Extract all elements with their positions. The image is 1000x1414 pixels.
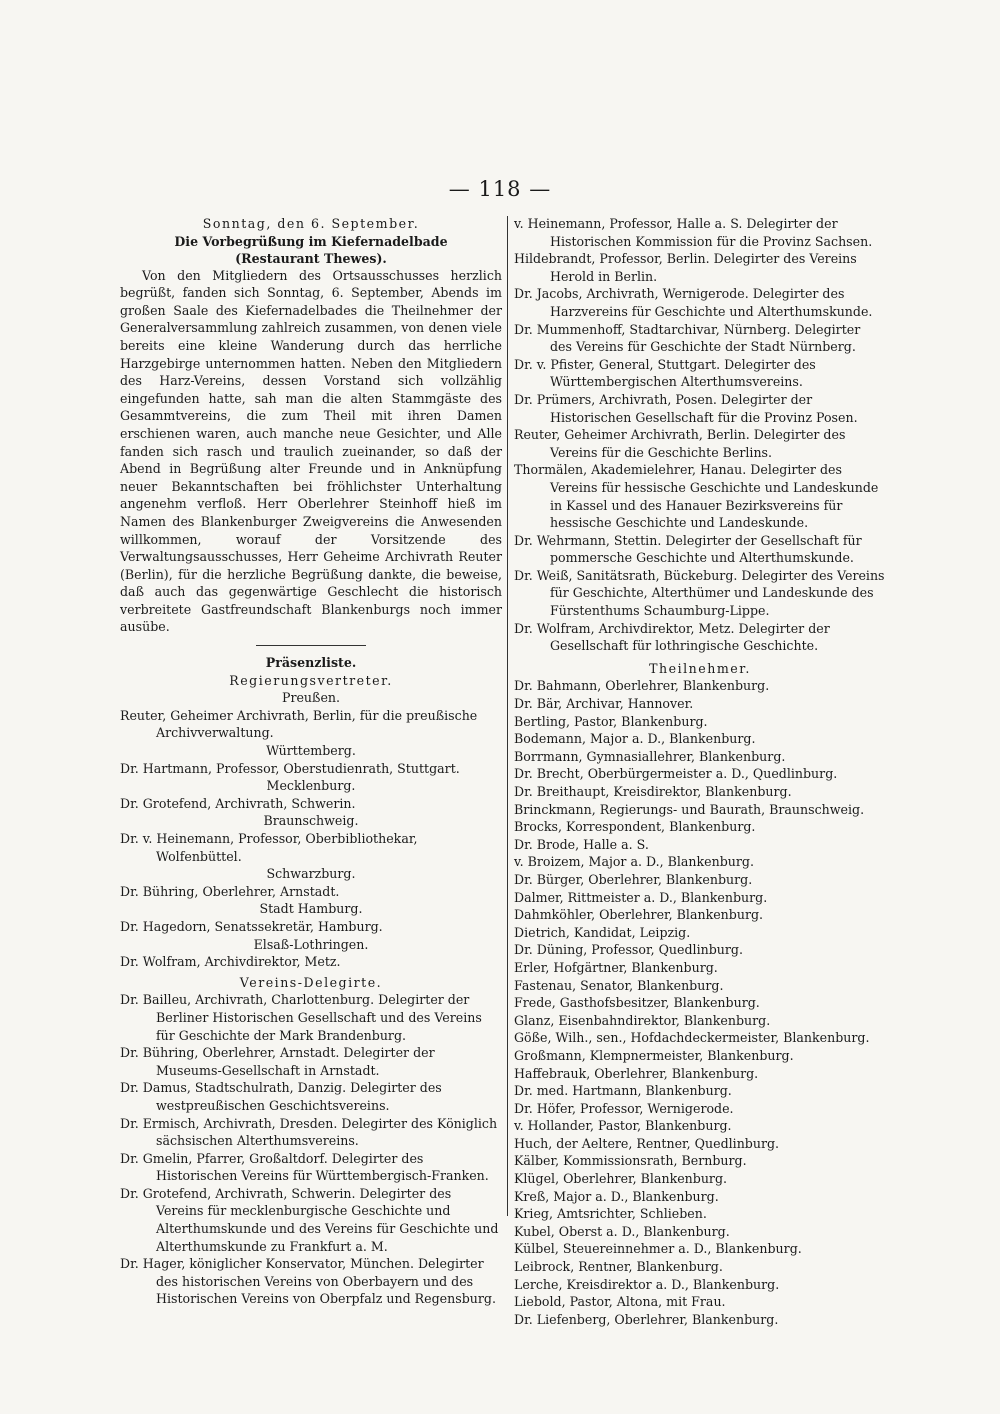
delegate-entry: Dr. Prümers, Archivrath, Posen. Delegirter der Historischen Gesellschaft für die Provinz Posen.: [514, 391, 858, 425]
participant-entry: Dr. Breithaupt, Kreisdirektor, Blankenburg.: [514, 784, 792, 799]
left-column: [120, 215, 502, 1308]
participant-entry: Dr. med. Hartmann, Blankenburg.: [514, 1083, 732, 1099]
participant-entry: Dr. Höfer, Professor, Wernigerode.: [514, 1100, 734, 1116]
delegate-entry: Dr. Ermisch, Archivrath, Dresden. Delegirter des Königlich sächsischen Alterthumsvereins.: [120, 1115, 498, 1149]
participant-entry: Dr. Brecht, Oberbürgermeister a. D., Quedlinburg.: [514, 766, 838, 782]
participant-entry: Klügel, Oberlehrer, Blankenburg.: [514, 1171, 728, 1187]
state-heading: Schwarzburg.: [266, 866, 356, 882]
government-representative-entry: Dr. Grotefend, Archivrath, Schwerin.: [120, 795, 356, 811]
participant-entry: Dalmer, Rittmeister a. D., Blankenburg.: [514, 889, 768, 905]
participant-entry: Glanz, Eisenbahndirektor, Blankenburg.: [514, 1012, 771, 1028]
delegate-entry: Thormälen, Akademielehrer, Hanau. Delegirter des Vereins für hessische Geschichte und Landeskunde in Kassel und des Hanauer Bezirksvereins für hessische Geschichte und Landeskunde.: [514, 462, 879, 531]
participant-entry: Leibrock, Rentner, Blankenburg.: [514, 1259, 723, 1275]
delegate-entry: Dr. Grotefend, Archivrath, Schwerin. Delegirter des Vereins für mecklenburgische Geschichte und Alterthumskunde und des Vereins für Geschichte und Alterthumskunde zu Frankfurt a. M.: [120, 1185, 499, 1254]
government-representative-entry: Reuter, Geheimer Archivrath, Berlin, für die preußische Archivverwaltung.: [120, 707, 478, 741]
vereins-heading: Vereins-Delegirte.: [239, 974, 383, 990]
participant-entry: Großmann, Klempnermeister, Blankenburg.: [514, 1047, 794, 1063]
government-representative-entry: Dr. Bühring, Oberlehrer, Arnstadt.: [120, 883, 340, 899]
participant-entry: Dr. Düning, Professor, Quedlinburg.: [514, 942, 743, 958]
delegate-entry: Reuter, Geheimer Archivrath, Berlin. Delegirter des Vereins für die Geschichte Berlins.: [514, 427, 846, 460]
delegate-entry: Dr. Hager, königlicher Konservator, München. Delegirter des historischen Vereins von Oberbayern und des Historischen Vereins von Oberpfalz und Regensburg.: [120, 1256, 496, 1307]
delegate-entry: Hildebrandt, Professor, Berlin. Delegirter des Vereins Herold in Berlin.: [514, 251, 857, 284]
state-heading: Württemberg.: [266, 743, 356, 759]
participant-entry: Frede, Gasthofsbesitzer, Blankenburg.: [514, 995, 760, 1011]
participant-entry: v. Hollander, Pastor, Blankenburg.: [514, 1118, 732, 1134]
delegate-entry: v. Heinemann, Professor, Halle a. S. Delegirter der Historischen Kommission für die Provinz Sachsen.: [514, 216, 873, 249]
state-heading: Stadt Hamburg.: [259, 901, 363, 917]
participant-entry: Krieg, Amtsrichter, Schlieben.: [514, 1206, 707, 1222]
participant-entry: Dr. Brode, Halle a. S.: [514, 836, 649, 852]
state-heading: Braunschweig.: [263, 813, 359, 829]
participant-entry: Lerche, Kreisdirektor a. D., Blankenburg.: [514, 1276, 780, 1292]
participant-entry: Dr. Bahmann, Oberlehrer, Blankenburg.: [514, 678, 770, 694]
participant-entry: Liebold, Pastor, Altona, mit Frau.: [514, 1294, 726, 1310]
state-heading: Preußen.: [281, 690, 341, 706]
teilnehmer-list: [514, 677, 886, 1328]
column-divider: [507, 216, 508, 1216]
section-divider: [256, 645, 366, 646]
participant-entry: Brocks, Korrespondent, Blankenburg.: [514, 819, 756, 835]
delegate-entry: Dr. Bailleu, Archivrath, Charlottenburg. Delegirter der Berliner Historischen Gesellschaft und des Vereins für Geschichte der Mark Brandenburg.: [120, 992, 482, 1043]
praesenz-heading: Präsenzliste.: [265, 655, 357, 671]
delegate-entry: Dr. Wolfram, Archivdirektor, Metz. Delegirter der Gesellschaft für lothringische Geschichte.: [514, 620, 830, 654]
state-heading: Elsaß-Lothringen.: [253, 936, 369, 952]
participant-entry: Kreß, Major a. D., Blankenburg.: [514, 1188, 719, 1204]
participant-entry: Dr. Bürger, Oberlehrer, Blankenburg.: [514, 871, 753, 887]
participant-entry: Bertling, Pastor, Blankenburg.: [514, 713, 708, 729]
participant-entry: Külbel, Steuereinnehmer a. D., Blankenburg.: [514, 1241, 802, 1257]
page-number: — 118 —: [448, 177, 552, 201]
participant-entry: Fastenau, Senator, Blankenburg.: [514, 977, 724, 993]
participant-entry: Kälber, Kommissionsrath, Bernburg.: [514, 1153, 747, 1169]
delegate-entry: Dr. Mummenhoff, Stadtarchivar, Nürnberg. Delegirter des Vereins für Geschichte der Stadt Nürnberg.: [514, 321, 861, 355]
participant-entry: v. Broizem, Major a. D., Blankenburg.: [514, 854, 754, 870]
government-representative-entry: Dr. Hartmann, Professor, Oberstudienrath, Stuttgart.: [120, 760, 460, 776]
participant-entry: Bodemann, Major a. D., Blankenburg.: [514, 731, 756, 747]
delegate-entry: Dr. Gmelin, Pfarrer, Großaltdorf. Delegirter des Historischen Vereins für Württembergisch-Franken.: [120, 1150, 489, 1184]
delegate-entry: Dr. Jacobs, Archivrath, Wernigerode. Delegirter des Harzvereins für Geschichte und Alterthumskunde.: [514, 286, 873, 319]
participant-entry: Huch, der Aeltere, Rentner, Quedlinburg.: [514, 1135, 780, 1151]
delegate-entry: Dr. Weiß, Sanitätsrath, Bückeburg. Delegirter des Vereins für Geschichte, Alterthümer und Landeskunde des Fürstenthums Schaumburg-Lippe.: [514, 567, 885, 619]
participant-entry: Kubel, Oberst a. D., Blankenburg.: [514, 1223, 730, 1239]
government-representative-entry: Dr. Hagedorn, Senatssekretär, Hamburg.: [120, 918, 383, 934]
teilnehmer-heading: Theilnehmer.: [649, 660, 751, 676]
participant-entry: Dietrich, Kandidat, Leipzig.: [514, 924, 691, 940]
date-heading: Sonntag, den 6. September.: [202, 216, 420, 231]
participant-entry: Dr. Bär, Archivar, Hannover.: [514, 696, 694, 712]
delegate-entry: Dr. Bühring, Oberlehrer, Arnstadt. Delegirter der Museums-Gesellschaft in Arnstadt.: [120, 1045, 435, 1078]
participant-entry: Borrmann, Gymnasiallehrer, Blankenburg.: [514, 748, 786, 764]
participant-entry: Dr. Liefenberg, Oberlehrer, Blankenburg.: [514, 1311, 779, 1327]
participant-entry: Haffebrauk, Oberlehrer, Blankenburg.: [514, 1065, 759, 1081]
government-representative-entry: Dr. v. Heinemann, Professor, Oberbibliothekar, Wolfenbüttel.: [120, 831, 418, 864]
government-representative-entry: Dr. Wolfram, Archivdirektor, Metz.: [120, 954, 341, 970]
regierung-heading: Regierungsvertreter.: [229, 672, 393, 688]
intro-paragraph: Von den Mitgliedern des Ortsausschusses herzlich begrüßt, fanden sich Sonntag, 6. September, Abends im großen Saale des Kiefernadelbades die Theilnehmer der Generalversammlung zahlreich zusammen, von denen viele bereits eine kleine Wanderung durch das herrliche Harzgebirge unternommen hatten. Neben den Mitgliedern des Harz-Vereins, dessen Vorstand sich vollzählig eingefunden hatte, sah man die alten Stammgäste des Gesammtvereins, die zum Theil mit ihren Damen erschienen waren, auch manche neue Gesichter, und Alle fanden sich rasch und traulich zueinander, so daß der Abend in Begrüßung alter Freunde und in Anknüpfung neuer Bekanntschaften bei fröhlichster Unterhaltung angenehm verfloß. Herr Oberlehrer Steinhoff hieß im Namen des Blankenburger Zweigvereins die Anwesenden willkommen, worauf der Vorsitzende des Verwaltungsausschusses, Herr Geheime Archivrath Reuter (Berlin), für die herzliche Begrüßung dankte, die beweise, daß auch das gegenwärtige Geschlecht die historisch verbreitete Gastfreundschaft Blankenburgs noch immer ausübe.: [120, 267, 502, 635]
delegate-entry: Dr. Wehrmann, Stettin. Delegirter der Gesellschaft für pommersche Geschichte und Alterthumskunde.: [514, 532, 862, 566]
regierung-list: [120, 689, 502, 971]
delegate-entry: Dr. v. Pfister, General, Stuttgart. Delegirter des Württembergischen Alterthumsvereins.: [514, 356, 816, 390]
vereins-list: [120, 991, 502, 1308]
participant-entry: Göße, Wilh., sen., Hofdachdeckermeister, Blankenburg.: [514, 1030, 870, 1046]
delegate-entry: Dr. Damus, Stadtschulrath, Danzig. Delegirter des westpreußischen Geschichtsvereins.: [120, 1080, 442, 1113]
participant-entry: Dahmköhler, Oberlehrer, Blankenburg.: [514, 907, 764, 923]
participant-entry: Brinckmann, Regierungs- und Baurath, Braunschweig.: [514, 801, 865, 817]
section-title: Die Vorbegrüßung im Kiefernadelbade (Restaurant Thewes).: [174, 233, 448, 266]
delegate-list: [514, 215, 886, 655]
right-column: [514, 215, 886, 1328]
participant-entry: Erler, Hofgärtner, Blankenburg.: [514, 959, 718, 975]
state-heading: Mecklenburg.: [266, 778, 356, 794]
